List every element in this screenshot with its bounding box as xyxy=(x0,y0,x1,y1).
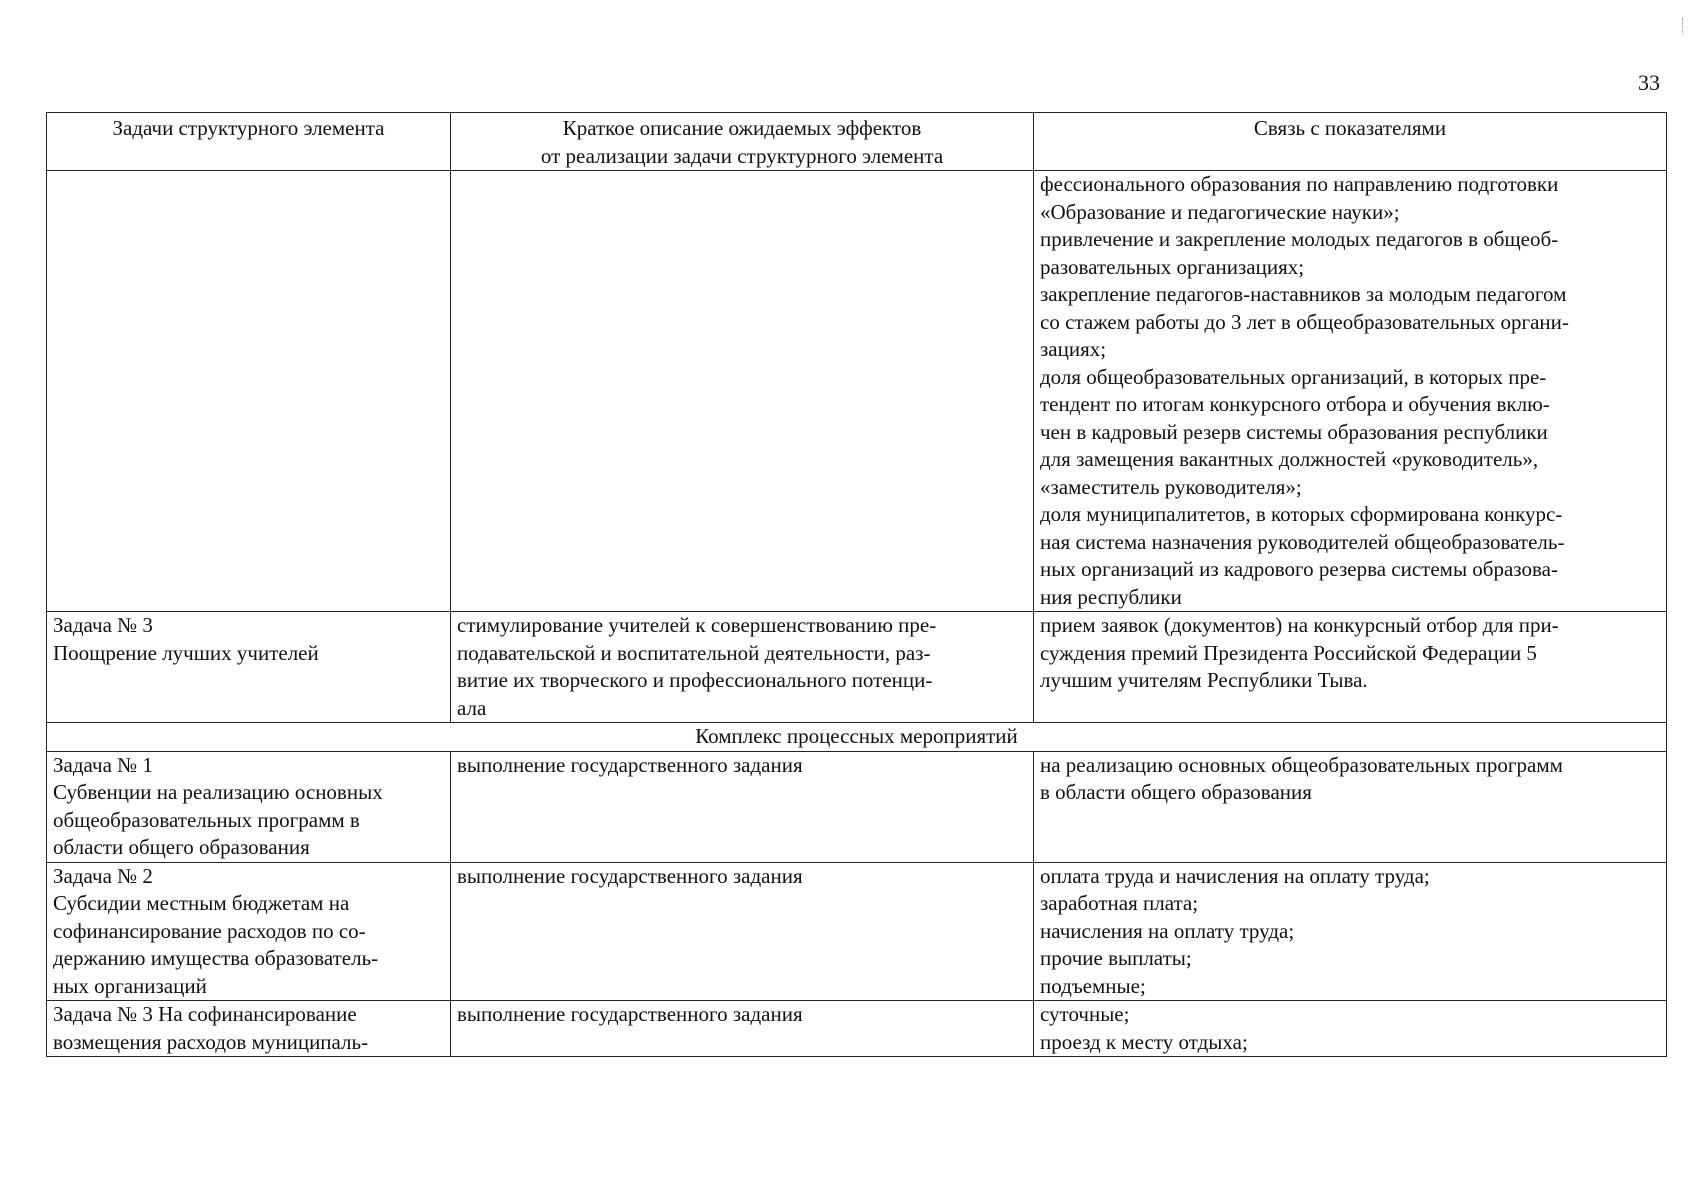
task-cell-line: держанию имущества образователь- xyxy=(53,946,379,970)
table-header-row xyxy=(47,113,1667,171)
indicators-cell-line: ния республики xyxy=(1040,584,1182,609)
header-effects xyxy=(451,113,1034,171)
indicators-cell-line: привлечение и закрепление молодых педагогов в общеоб- xyxy=(1040,227,1559,251)
table-row xyxy=(47,612,1667,723)
header-effects-line: Краткое описание ожидаемых эффектов xyxy=(562,116,922,140)
task-cell-line: ных организаций xyxy=(53,973,207,998)
task-cell-line: области общего образования xyxy=(53,835,310,859)
indicators-cell-line: ных организаций из кадрового резерва системы образова- xyxy=(1040,557,1558,581)
indicators-cell-line: проезд к месту отдыха; xyxy=(1040,1029,1248,1054)
task-cell-line: общеобразовательных программ в xyxy=(53,807,360,832)
indicators-cell-line: суточные; xyxy=(1040,1002,1130,1026)
effect-cell xyxy=(451,862,1034,1001)
scan-artifact xyxy=(1682,18,1687,34)
indicators-cell-line: лучшим учителям Республики Тыва. xyxy=(1040,668,1368,692)
effect-cell-line: выполнение государственного задания xyxy=(457,863,803,888)
header-indicators-line: Связь с показателями xyxy=(1253,116,1447,140)
effect-cell xyxy=(451,1001,1034,1057)
indicators-cell xyxy=(1034,612,1667,723)
indicators-cell-line: «Образование и педагогические науки»; xyxy=(1040,199,1400,224)
section-title: Комплекс процессных мероприятий xyxy=(47,723,1667,752)
effect-cell xyxy=(451,751,1034,862)
indicators-cell-line: суждения премий Президента Российской Федерации 5 xyxy=(1040,640,1537,665)
tasks-table xyxy=(46,112,1667,1057)
indicators-cell-line: ная система назначения руководителей общеобразователь- xyxy=(1040,529,1565,554)
effect-cell-line: ала xyxy=(457,695,487,720)
indicators-cell xyxy=(1034,862,1667,1001)
indicators-cell-line: подъемные; xyxy=(1040,973,1146,998)
task-cell-line: возмещения расходов муниципаль- xyxy=(53,1029,369,1054)
task-cell-line: Задача № 3 На софинансирование xyxy=(53,1002,357,1026)
table-row xyxy=(47,751,1667,862)
section-row xyxy=(47,723,1667,752)
page-number: 33 xyxy=(1638,70,1660,95)
header-indicators xyxy=(1034,113,1667,171)
task-cell-line: Задача № 1 xyxy=(53,752,153,777)
indicators-cell xyxy=(1034,1001,1667,1057)
indicators-cell-line: «заместитель руководителя»; xyxy=(1040,474,1302,499)
task-cell xyxy=(47,171,451,612)
effect-cell-line: выполнение государственного задания xyxy=(457,752,803,777)
indicators-cell-line: прочие выплаты; xyxy=(1040,946,1192,970)
effect-cell xyxy=(451,171,1034,612)
indicators-cell-line: заработная плата; xyxy=(1040,891,1199,915)
table-row xyxy=(47,171,1667,612)
indicators-cell-line: тендент по итогам конкурсного отбора и обучения вклю- xyxy=(1040,392,1550,416)
task-cell-line: Задача № 3 xyxy=(53,613,153,637)
effect-cell-line: витие их творческого и профессионального потенци- xyxy=(457,668,933,692)
task-cell-line: Поощрение лучших учителей xyxy=(53,640,319,665)
effect-cell-line: выполнение государственного задания xyxy=(457,1002,803,1026)
indicators-cell-line: начисления на оплату труда; xyxy=(1040,918,1295,943)
header-tasks xyxy=(47,113,451,171)
indicators-cell-line: в области общего образования xyxy=(1040,780,1312,804)
indicators-cell-line: для замещения вакантных должностей «руководитель», xyxy=(1040,447,1539,471)
task-cell-line: Задача № 2 xyxy=(53,863,153,888)
table-row xyxy=(47,862,1667,1001)
indicators-cell-line: чен в кадровый резерв системы образования республики xyxy=(1040,419,1548,444)
indicators-cell-line: прием заявок (документов) на конкурсный отбор для при- xyxy=(1040,613,1559,637)
indicators-cell-line: доля общеобразовательных организаций, в которых пре- xyxy=(1040,364,1547,389)
task-cell-line: Субвенции на реализацию основных xyxy=(53,780,383,804)
indicators-cell-line: оплата труда и начисления на оплату труда; xyxy=(1040,863,1430,888)
header-effects-line: от реализации задачи структурного элемента xyxy=(540,143,944,168)
task-cell xyxy=(47,751,451,862)
header-tasks-line: Задачи структурного элемента xyxy=(112,116,385,140)
task-cell xyxy=(47,612,451,723)
task-cell-line: софинансирование расходов по со- xyxy=(53,918,366,943)
indicators-cell-line: разовательных организациях; xyxy=(1040,254,1305,279)
effect-cell xyxy=(451,612,1034,723)
table-row xyxy=(47,1001,1667,1057)
indicators-cell xyxy=(1034,751,1667,862)
table-body xyxy=(47,171,1667,1057)
indicators-cell-line: со стажем работы до 3 лет в общеобразовательных органи- xyxy=(1040,309,1569,334)
task-cell xyxy=(47,862,451,1001)
indicators-cell-line: фессионального образования по направлению подготовки xyxy=(1040,172,1559,196)
effect-cell-line: подавательской и воспитательной деятельности, раз- xyxy=(457,640,931,665)
indicators-cell-line: доля муниципалитетов, в которых сформирована конкурс- xyxy=(1040,502,1563,526)
indicators-cell-line: зациях; xyxy=(1040,337,1107,361)
task-cell xyxy=(47,1001,451,1057)
indicators-cell-line: на реализацию основных общеобразовательных программ xyxy=(1040,752,1563,777)
effect-cell-line: стимулирование учителей к совершенствованию пре- xyxy=(457,613,937,637)
indicators-cell-line: закрепление педагогов-наставников за молодым педагогом xyxy=(1040,282,1567,306)
task-cell-line: Субсидии местным бюджетам на xyxy=(53,891,350,915)
indicators-cell xyxy=(1034,171,1667,612)
